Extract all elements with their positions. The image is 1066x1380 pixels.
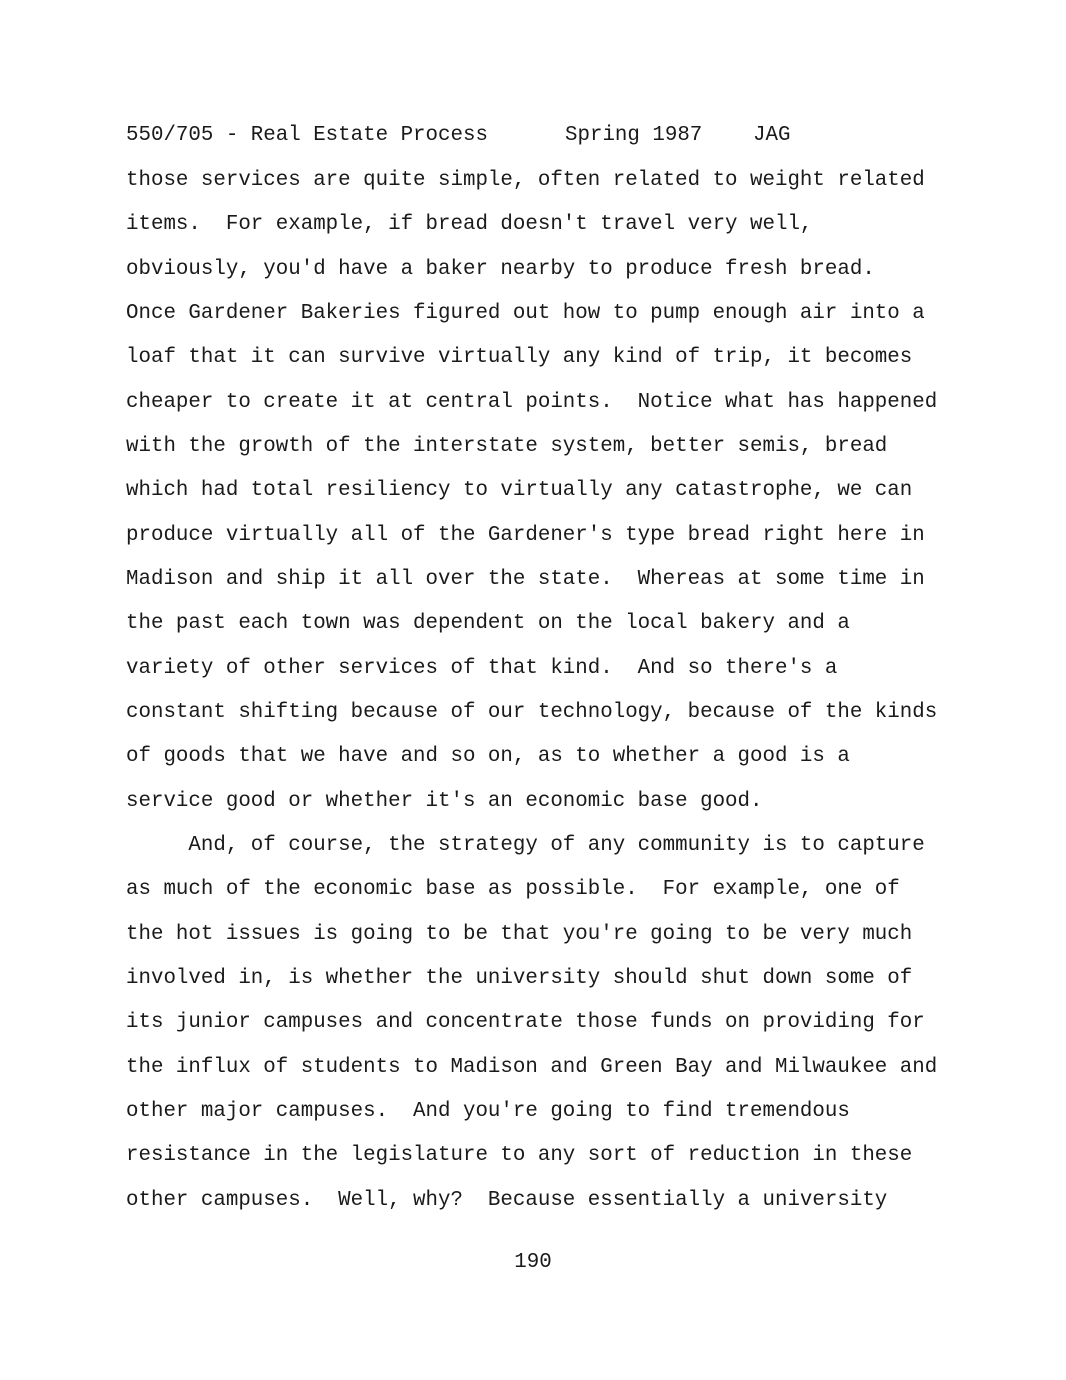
text-line: its junior campuses and concentrate those funds on providing for	[126, 1011, 925, 1034]
page-number: 190	[514, 1251, 552, 1274]
text-line: other campuses. Well, why? Because essentially a university	[126, 1189, 888, 1212]
text-line: cheaper to create it at central points. Notice what has happened	[126, 391, 938, 414]
text-line: resistance in the legislature to any sort of reduction in these	[126, 1144, 913, 1167]
header-initials: JAG	[753, 124, 791, 147]
text-line: constant shifting because of our technology, because of the kinds	[126, 701, 938, 724]
text-line: variety of other services of that kind. And so there's a	[126, 657, 838, 680]
text-line: obviously, you'd have a baker nearby to produce fresh bread.	[126, 258, 875, 281]
text-line: loaf that it can survive virtually any kind of trip, it becomes	[126, 346, 913, 369]
text-line: Once Gardener Bakeries figured out how to pump enough air into a	[126, 302, 925, 325]
text-line: the past each town was dependent on the local bakery and a	[126, 612, 850, 635]
header-term: Spring 1987	[565, 124, 703, 147]
text-line: which had total resiliency to virtually any catastrophe, we can	[126, 479, 913, 502]
text-line: Madison and ship it all over the state. Whereas at some time in	[126, 568, 925, 591]
text-line: produce virtually all of the Gardener's type bread right here in	[126, 524, 925, 547]
text-line: with the growth of the interstate system, better semis, bread	[126, 435, 888, 458]
text-line: other major campuses. And you're going to find tremendous	[126, 1100, 850, 1123]
text-line: involved in, is whether the university should shut down some of	[126, 967, 913, 990]
text-line: the influx of students to Madison and Green Bay and Milwaukee and	[126, 1056, 938, 1079]
header-course: 550/705 - Real Estate Process	[126, 124, 488, 147]
text-line: of goods that we have and so on, as to whether a good is a	[126, 745, 850, 768]
text-line: as much of the economic base as possible. For example, one of	[126, 878, 900, 901]
text-line: the hot issues is going to be that you're going to be very much	[126, 923, 913, 946]
text-line: those services are quite simple, often related to weight related	[126, 169, 925, 192]
text-line: service good or whether it's an economic base good.	[126, 790, 763, 813]
text-line: items. For example, if bread doesn't travel very well,	[126, 213, 813, 236]
text-line: And, of course, the strategy of any community is to capture	[126, 834, 925, 857]
